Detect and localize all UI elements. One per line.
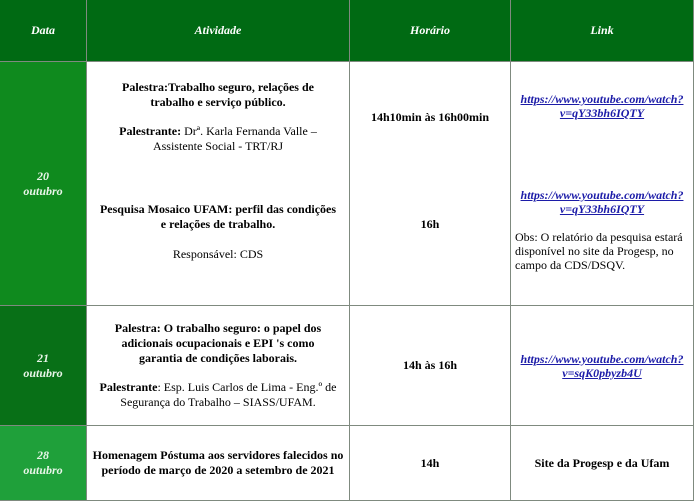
activity-time: 16h — [420, 217, 440, 231]
activity-title: Palestra:Trabalho seguro, relações de trabalho e serviço público. — [122, 80, 314, 109]
activity-cell-20-b — [87, 172, 350, 306]
youtube-link[interactable]: https://www.youtube.com/watch?v=qY33bh6IQTY — [520, 92, 684, 120]
date-month: outubro — [23, 365, 63, 380]
youtube-link[interactable]: https://www.youtube.com/watch?v=qY33bh6IQTY — [520, 188, 684, 216]
date-month: outubro — [23, 183, 63, 198]
activity-speaker — [99, 124, 337, 154]
youtube-link[interactable]: https://www.youtube.com/watch?v=sqK0pbyzb4U — [520, 351, 684, 380]
report-note: Obs: O relatório da pesquisa estará disponível no site da Progesp, no campo da CDS/DSQV. — [515, 230, 683, 272]
speaker-text: : Esp. Luis Carlos de Lima - Eng.º de Segurança do Trabalho – SIASS/UFAM. — [120, 380, 337, 409]
date-day: 28 — [37, 448, 49, 462]
date-day: 21 — [37, 350, 49, 365]
link-cell-20-b — [511, 172, 694, 306]
site-note: Site da Progesp e da Ufam — [534, 455, 670, 470]
activity-cell-21 — [87, 306, 350, 426]
time-cell-28 — [350, 426, 511, 501]
date-cell-28 — [0, 426, 87, 501]
speaker-text: Drª. Karla Fernanda Valle – Assistente Social - TRT/RJ — [152, 124, 317, 153]
time-cell-20-b — [350, 172, 511, 306]
date-cell-20 — [0, 62, 87, 306]
speaker-label: Palestrante — [99, 380, 158, 394]
time-cell-21 — [350, 306, 511, 426]
activity-title: Homenagem Póstuma aos servidores falecidos no período de março de 2020 a setembro de 2021 — [92, 448, 344, 477]
activity-title: Pesquisa Mosaico UFAM: perfil das condições e relações de trabalho. — [99, 202, 337, 231]
header-date: Data — [0, 0, 87, 62]
link-cell-20-a — [511, 62, 694, 172]
activity-cell-28 — [87, 426, 350, 501]
activity-title: Palestra: O trabalho seguro: o papel dos adicionais ocupacionais e EPI 's como garantia de condições laborais. — [114, 321, 322, 365]
header-time: Horário — [350, 0, 511, 62]
time-cell-20-a — [350, 62, 511, 172]
link-cell-28 — [511, 426, 694, 501]
activity-time: 14h10min às 16h00min — [370, 109, 490, 124]
speaker-label: Palestrante: — [119, 124, 182, 138]
header-link: Link — [511, 0, 694, 62]
header-activity: Atividade — [87, 0, 350, 62]
activity-time: 14h — [420, 455, 440, 470]
activity-responsible: Responsável: CDS — [172, 247, 264, 261]
link-cell-21 — [511, 306, 694, 426]
date-day: 20 — [37, 168, 49, 183]
activity-speaker — [91, 380, 345, 410]
activity-time: 14h às 16h — [402, 358, 458, 372]
date-month: outubro — [23, 463, 63, 477]
date-cell-21 — [0, 306, 87, 426]
activity-cell-20-a — [87, 62, 350, 172]
